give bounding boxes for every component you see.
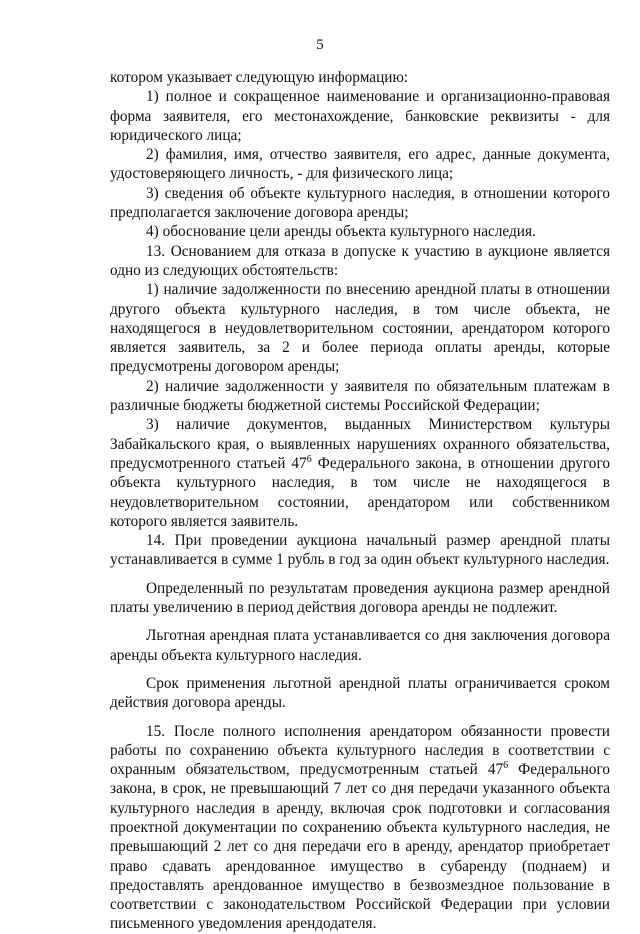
superscript: 6 — [503, 760, 509, 771]
paragraph: 2) наличие задолженности у заявителя по обязательным платежам в различные бюджеты бюджетной системы Российской Федерации; — [110, 377, 610, 415]
paragraph: 2) фамилия, имя, отчество заявителя, его адрес, данные документа, удостоверяющего личность, - для физического лица; — [110, 146, 610, 183]
paragraph-text: 3) наличие документов, выданных Министерством культуры Забайкальского края, о выявленных нарушениях охранного обязательства, предусмотренного статьей 47 — [110, 416, 610, 472]
paragraph: Льготная арендная плата устанавливается со дня заключения договора аренды объекта культурного наследия. — [110, 627, 610, 664]
paragraph-text: 15. После полного исполнения арендатором обязанности провести работы по сохранению объекта культурного наследия в соответствии с охранным обязательством, предусмотренным статьей 47 — [110, 722, 610, 779]
paragraph: 13. Основанием для отказа в допуске к участию в аукционе является одно из следующих обстоятельств: — [110, 242, 610, 279]
paragraph: 14. При проведении аукциона начальный размер арендной платы устанавливается в сумме 1 рубль в год за один объект культурного наследия. — [110, 532, 610, 569]
page-number: 5 — [316, 37, 324, 53]
paragraph: 1) наличие задолженности по внесению арендной платы в отношении другого объекта культурного наследия, в том числе объекта, не находящегося в неудовлетворительном состоянии, арендатором которого является заявитель, за 2 и более периода оплаты аренды, которые предусмотрены договором аренды; — [110, 281, 610, 376]
paragraph: Определенный по результатам проведения аукциона размер арендной платы увеличению в период действия договора аренды не подлежит. — [110, 579, 610, 617]
paragraph: 1) полное и сокращенное наименование и организационно-правовая форма заявителя, его местонахождение, банковские реквизиты - для юридического лица; — [110, 88, 610, 144]
paragraph: котором указывает следующую информацию: — [110, 69, 409, 86]
superscript: 6 — [306, 453, 312, 465]
paragraph-text: Федерального закона, в срок, не превышающий 7 лет со дня передачи указанного объекта культурного наследия в аренду, включая срок подготовки и согласования проектной документации по сохранению объекта культурного наследия, не превышающий 2 лет со дня передачи его в аренду, арендатор приобретает право сдавать арендованное имущество в субаренду (поднаем) и предоставлять арендованное имущество в безвозмездное пользование в соответствии с законодательством Российской Федерации при условии письменного уведомления арендодателя. — [110, 761, 610, 933]
paragraph — [110, 722, 610, 934]
document-body — [110, 68, 610, 934]
paragraph — [110, 415, 610, 531]
paragraph: Срок применения льготной арендной платы ограничивается сроком действия договора аренды. — [110, 674, 610, 712]
paragraph: 3) сведения об объекте культурного наследия, в отношении которого предполагается заключение договора аренды; — [110, 184, 610, 222]
paragraph-text: Федерального закона, в отношении другого объекта культурного наследия, в том числе не находящегося в неудовлетворительном состоянии, арендатором или собственником которого является заявитель. — [110, 454, 610, 530]
paragraph: 4) обоснование цели аренды объекта культурного наследия. — [146, 223, 536, 241]
